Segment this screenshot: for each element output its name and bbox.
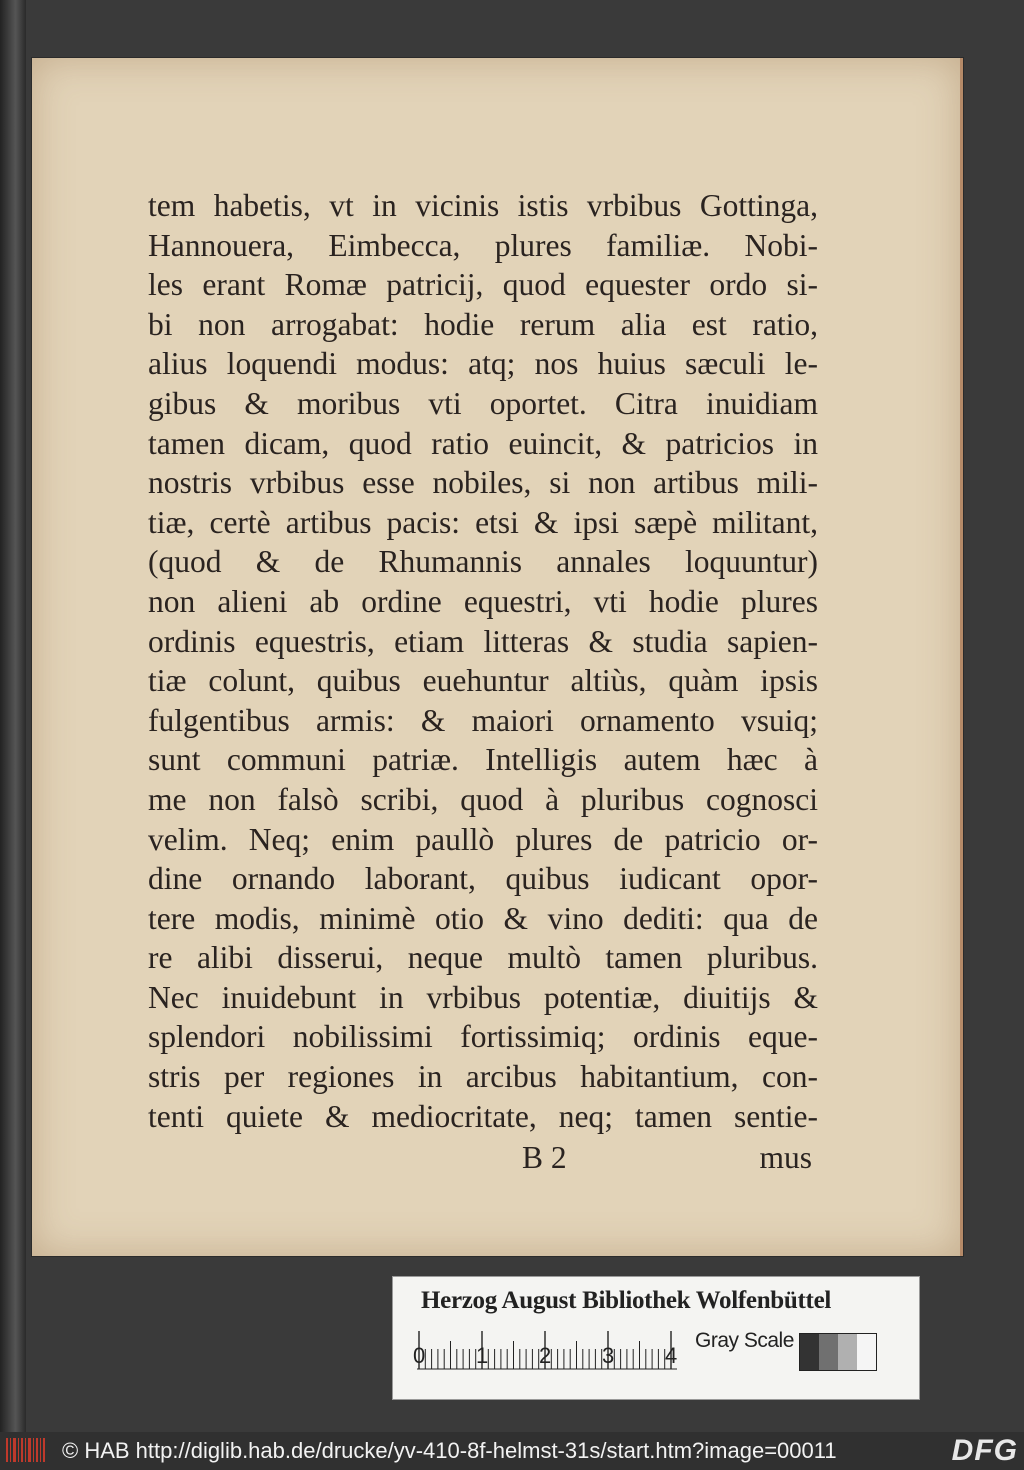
grayscale-swatch [819, 1334, 838, 1370]
text-line: ordinis equestris, etiam litteras & studia sapien- [148, 623, 818, 659]
text-line: re alibi disserui, neque multò tamen pluribus. [148, 940, 818, 976]
text-line: (quod & de Rhumannis annales loquuntur) [148, 544, 818, 580]
text-line: Nec inuidebunt in vrbibus potentiæ, diuitijs & [148, 979, 818, 1015]
text-line: tiæ, certè artibus pacis: etsi & ipsi sæpè militant, [148, 504, 818, 540]
ruler-number: 4 [665, 1343, 678, 1368]
text-line: les erant Romæ patricij, quod equester ordo si- [148, 267, 818, 303]
ruler-number: 3 [602, 1343, 615, 1368]
grayscale-swatch [838, 1334, 857, 1370]
text-line: bi non arrogabat: hodie rerum alia est ratio, [148, 306, 818, 342]
text-line: tamen dicam, quod ratio euincit, & patricios in [148, 425, 818, 461]
library-name: Herzog August Bibliothek Wolfenbüttel [421, 1287, 832, 1314]
book-page [32, 58, 963, 1256]
grayscale-label: Gray Scale [695, 1329, 794, 1352]
text-line: fulgentibus armis: & maiori ornamento vsuiq; [148, 702, 818, 738]
dfg-logo: DFG [951, 1434, 1018, 1467]
text-line: tere modis, minimè otio & vino dediti: qua de [148, 900, 818, 936]
scan-left-edge [0, 0, 26, 1470]
library-label-card [392, 1276, 920, 1400]
signature-mark: B 2 [522, 1140, 567, 1175]
ruler-number: 0 [413, 1343, 426, 1368]
text-line: me non falsò scribi, quod à pluribus cognosci [148, 781, 818, 817]
text-line: tenti quiete & mediocritate, neq; tamen sentie- [148, 1098, 818, 1134]
grayscale-swatch [800, 1334, 819, 1370]
ruler-number: 2 [539, 1343, 552, 1368]
text-line: Hannouera, Eimbecca, plures familiæ. Nobi- [148, 227, 818, 263]
text-line: tiæ colunt, quibus euehuntur altiùs, quàm ipsis [148, 663, 818, 699]
text-line: nostris vrbibus esse nobiles, si non artibus mili- [148, 465, 818, 501]
ruler-numbers [393, 1343, 693, 1373]
text-line: tem habetis, vt in vicinis istis vrbibus Gottinga, [148, 188, 818, 223]
copyright-link[interactable]: © HAB http://diglib.hab.de/drucke/yv-410-8f-helmst-31s/start.htm?image=00011 [62, 1438, 837, 1463]
text-line: gibus & moribus vti oportet. Citra inuidiam [148, 385, 818, 421]
text-line: alius loquendi modus: atq; nos huius sæculi le- [148, 346, 818, 382]
page-footer [522, 1140, 812, 1180]
text-line: stris per regiones in arcibus habitantium, con- [148, 1059, 818, 1095]
page-text-block [148, 186, 818, 1136]
ruler-number: 1 [476, 1343, 489, 1368]
catchword: mus [759, 1140, 812, 1175]
text-line: non alieni ab ordine equestri, vti hodie plures [148, 583, 818, 619]
grayscale-swatches [799, 1333, 877, 1371]
text-line: splendori nobilissimi fortissimiq; ordinis eque- [148, 1019, 818, 1055]
grayscale-swatch [857, 1334, 876, 1370]
text-line: velim. Neq; enim paullò plures de patricio or- [148, 821, 818, 857]
footer-bar [0, 1432, 1024, 1470]
text-line: sunt communi patriæ. Intelligis autem hæc à [148, 742, 818, 778]
text-line: dine ornando laborant, quibus iudicant opor- [148, 861, 818, 897]
barcode-icon [4, 1434, 48, 1466]
